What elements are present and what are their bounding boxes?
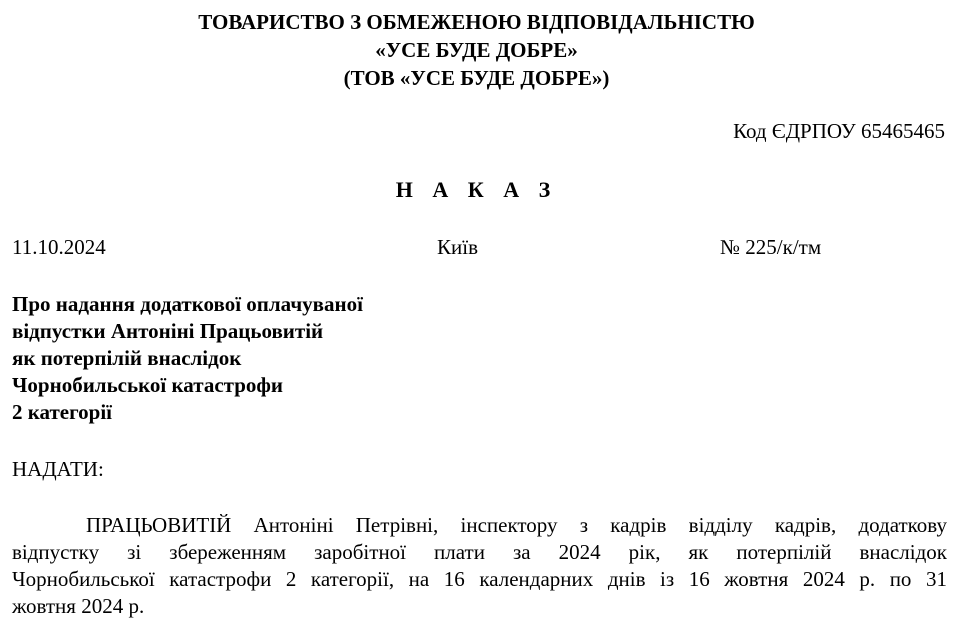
body-line: Чорнобильської катастрофи 2 категорії, на 16 календарних днів із 16 жовтня 2024 р. по 31 (12, 567, 947, 591)
order-body-paragraph (12, 512, 947, 620)
order-date: 11.10.2024 (12, 235, 106, 259)
body-line: ПРАЦЬОВИТІЙ Антоніні Петрівні, інспектору з кадрів відділу кадрів, додаткову (86, 513, 947, 537)
company-short-name: (ТОВ «УСЕ БУДЕ ДОБРЕ») (343, 66, 610, 90)
subject-line: 2 категорії (12, 400, 112, 424)
company-name-quoted: «УСЕ БУДЕ ДОБРЕ» (375, 38, 578, 62)
edrpou-code: Код ЄДРПОУ 65465465 (733, 119, 945, 143)
document-title: Н А К А З (395, 177, 558, 202)
company-name-line: ТОВАРИСТВО З ОБМЕЖЕНОЮ ВІДПОВІДАЛЬНІСТЮ (198, 10, 755, 34)
subject-line: Про надання додаткової оплачуваної (12, 292, 363, 316)
order-subject (12, 291, 363, 426)
subject-line: як потерпілій внаслідок (12, 346, 242, 370)
directive-label: НАДАТИ: (12, 457, 104, 481)
body-line: жовтня 2024 р. (12, 594, 145, 618)
subject-line: Чорнобильської катастрофи (12, 373, 284, 397)
order-number: № 225/к/тм (720, 235, 822, 259)
body-line: відпустку зі збереженням заробітної плати за 2024 рік, як потерпілій внаслідок (12, 540, 947, 564)
subject-line: відпустки Антоніні Працьовитій (12, 319, 324, 343)
order-city: Київ (437, 235, 478, 259)
